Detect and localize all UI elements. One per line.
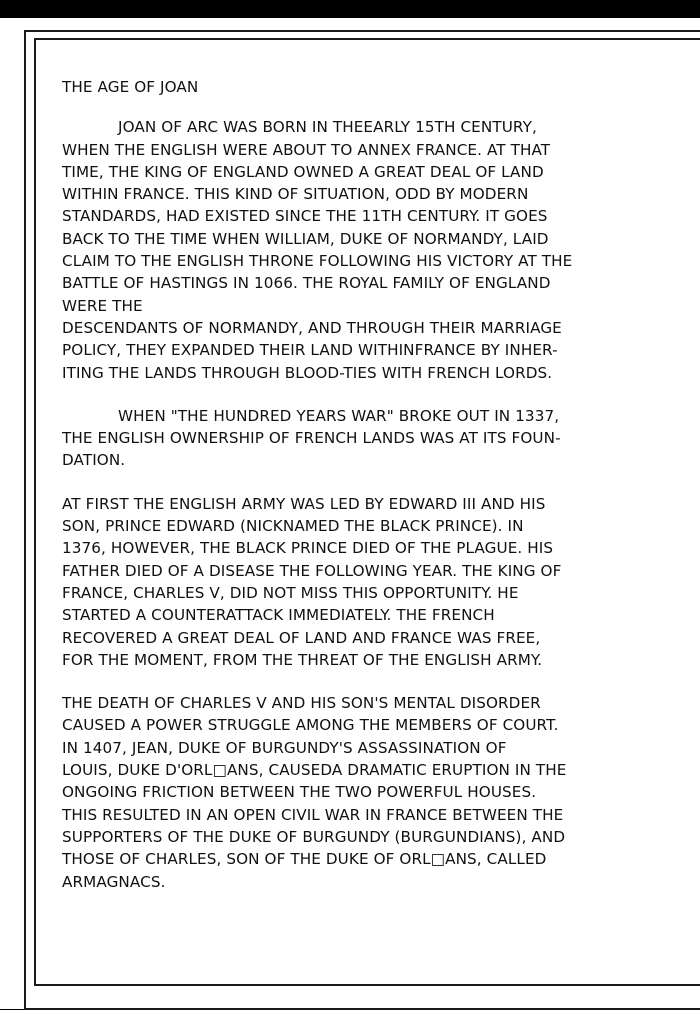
paragraph-1 — [62, 116, 662, 384]
paragraph-3 — [62, 493, 662, 671]
text-line: FATHER DIED OF A DISEASE THE FOLLOWING YEAR. THE KING OF — [62, 561, 562, 580]
text-line: 1376, HOWEVER, THE BLACK PRINCE DIED OF THE PLAGUE. HIS — [62, 539, 554, 558]
text-line: THE DEATH OF CHARLES V AND HIS SON'S MENTAL DISORDER — [62, 694, 541, 713]
text-line: IN 1407, JEAN, DUKE OF BURGUNDY'S ASSASSINATION OF — [62, 738, 507, 757]
text-line: BATTLE OF HASTINGS IN 1066. THE ROYAL FAMILY OF ENGLAND — [62, 274, 551, 293]
text-line: BACK TO THE TIME WHEN WILLIAM, DUKE OF NORMANDY, LAID — [62, 229, 549, 248]
text-line: WHEN THE ENGLISH WERE ABOUT TO ANNEX FRANCE. AT THAT — [62, 140, 551, 159]
text-line: JOAN OF ARC WAS BORN IN THEEARLY 15TH CENTURY, — [118, 118, 537, 137]
text-line: CLAIM TO THE ENGLISH THRONE FOLLOWING HIS VICTORY AT THE — [62, 252, 573, 271]
text-line: SON, PRINCE EDWARD (NICKNAMED THE BLACK PRINCE). IN — [62, 517, 524, 536]
text-line: FRANCE, CHARLES V, DID NOT MISS THIS OPPORTUNITY. HE — [62, 583, 519, 602]
text-line: THOSE OF CHARLES, SON OF THE DUKE OF ORL□ANS, CALLED — [62, 850, 547, 869]
text-line: WHEN "THE HUNDRED YEARS WAR" BROKE OUT IN 1337, — [118, 406, 560, 425]
text-line: WITHIN FRANCE. THIS KIND OF SITUATION, ODD BY MODERN — [62, 185, 529, 204]
paragraph-2 — [62, 405, 662, 472]
text-block — [62, 76, 662, 914]
text-line: TIME, THE KING OF ENGLAND OWNED A GREAT DEAL OF LAND — [62, 162, 544, 181]
text-line: ITING THE LANDS THROUGH BLOOD-TIES WITH FRENCH LORDS. — [62, 363, 553, 382]
text-line: WERE THE — [62, 296, 143, 315]
page — [0, 18, 700, 1009]
text-line: CAUSED A POWER STRUGGLE AMONG THE MEMBERS OF COURT. — [62, 716, 559, 735]
text-line: SUPPORTERS OF THE DUKE OF BURGUNDY (BURGUNDIANS), AND — [62, 827, 566, 846]
text-line: POLICY, THEY EXPANDED THEIR LAND WITHINFRANCE BY INHER- — [62, 341, 558, 360]
text-line: STANDARDS, HAD EXISTED SINCE THE 11TH CENTURY. IT GOES — [62, 207, 548, 226]
text-line: STARTED A COUNTERATTACK IMMEDIATELY. THE FRENCH — [62, 606, 495, 625]
text-line: THE ENGLISH OWNERSHIP OF FRENCH LANDS WAS AT ITS FOUN- — [62, 429, 561, 448]
text-line: ONGOING FRICTION BETWEEN THE TWO POWERFUL HOUSES. — [62, 783, 537, 802]
text-line: RECOVERED A GREAT DEAL OF LAND AND FRANCE WAS FREE, — [62, 628, 541, 647]
text-line: DATION. — [62, 451, 126, 470]
text-line: ARMAGNACS. — [62, 872, 166, 891]
paragraph-4 — [62, 692, 662, 893]
document-title: THE AGE OF JOAN — [62, 78, 199, 96]
text-line: DESCENDANTS OF NORMANDY, AND THROUGH THEIR MARRIAGE — [62, 318, 562, 337]
text-line: FOR THE MOMENT, FROM THE THREAT OF THE ENGLISH ARMY. — [62, 650, 543, 669]
text-line: LOUIS, DUKE D'ORL□ANS, CAUSEDA DRAMATIC ERUPTION IN THE — [62, 761, 567, 780]
text-line: AT FIRST THE ENGLISH ARMY WAS LED BY EDWARD III AND HIS — [62, 494, 546, 513]
text-line: THIS RESULTED IN AN OPEN CIVIL WAR IN FRANCE BETWEEN THE — [62, 805, 564, 824]
